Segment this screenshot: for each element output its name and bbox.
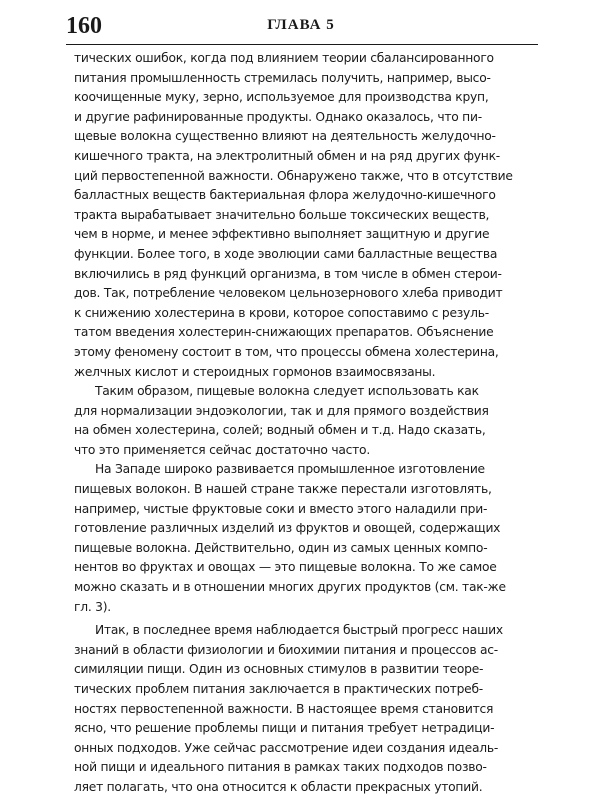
text-line: онных подходов. Уже сейчас рассмотрение идеи создания идеаль-	[74, 740, 499, 755]
text-line: для нормализации эндоэкологии, так и для прямого воздействия	[74, 403, 489, 418]
text-line: нентов во фруктах и овощах — это пищевые волокна. То же самое	[74, 560, 497, 575]
paragraph	[74, 460, 539, 617]
text-line: к снижению холестерина в крови, которое сопоставимо с резуль-	[74, 305, 489, 320]
paragraph	[74, 621, 539, 797]
text-line: готовление различных изделий из фруктов и овощей, содержащих	[74, 521, 501, 536]
text-line: ной пищи и идеального питания в рамках таких подходов позво-	[74, 760, 487, 775]
text-line: ций первостепенной важности. Обнаружено также, что в отсутствие	[74, 168, 513, 183]
text-line: ясно, что решение проблемы пищи и питания требует нетрадици-	[74, 721, 495, 736]
text-line: ляет полагать, что она относится к области прекрасных утопий.	[74, 779, 483, 794]
text-line: этому феномену состоит в том, что процессы обмена холестерина,	[74, 344, 499, 359]
paragraph	[74, 49, 539, 382]
text-line: дов. Так, потребление человеком цельнозернового хлеба приводит	[74, 286, 503, 301]
text-line: что это применяется сейчас достаточно часто.	[74, 442, 370, 457]
text-line: включились в ряд функций организма, в том числе в обмен стерои-	[74, 266, 502, 281]
chapter-running-head: ГЛАВА 5	[267, 17, 335, 33]
text-line: пищевые волокна. Действительно, один из самых ценных компо-	[74, 540, 488, 555]
paragraph	[74, 382, 539, 460]
text-line: знаний в области физиологии и биохимии питания и процессов ас-	[74, 642, 498, 657]
text-line: пищевых волокон. В нашей стране также перестали изготовлять,	[74, 482, 492, 497]
text-line: симиляции пищи. Один из основных стимулов в развитии теоре-	[74, 662, 484, 677]
text-line: тических проблем питания заключается в практических потреб-	[74, 682, 483, 696]
text-line: например, чистые фруктовые соки и вместо этого наладили при-	[74, 501, 488, 516]
text-line: балластных веществ бактериальная флора желудочно-кишечного	[74, 188, 496, 203]
text-line: щевые волокна существенно влияют на деятельность желудочно-	[74, 129, 496, 144]
text-line: ностях первостепенной важности. В настоящее время становится	[74, 701, 494, 716]
text-line: тических ошибок, когда под влиянием теории сбалансированного	[74, 51, 494, 65]
text-line: желчных кислот и стероидных гормонов взаимосвязаны.	[74, 364, 436, 379]
text-line: татом введения холестерин-снижающих препаратов. Объяснение	[74, 325, 494, 340]
text-line: можно сказать и в отношении многих других продуктов (см. так-же	[74, 580, 506, 595]
text-line: на обмен холестерина, солей; водный обмен и т.д. Надо сказать,	[74, 423, 486, 438]
text-line: тракта вырабатывает значительно больше токсических веществ,	[74, 207, 490, 222]
text-line: питания промышленность стремилась получить, например, высо-	[74, 70, 491, 85]
text-line: чем в норме, и менее эффективно выполняет защитную и другие	[74, 227, 490, 242]
text-line: функции. Более того, в ходе эволюции сами балластные вещества	[74, 246, 498, 261]
text-line: коочищенные муку, зерно, используемое для производства круп,	[74, 90, 489, 105]
page-header	[66, 11, 538, 41]
header-rule	[66, 44, 538, 45]
text-line: Итак, в последнее время наблюдается быстрый прогресс наших	[95, 623, 503, 638]
page-number: 160	[66, 13, 102, 39]
text-line: На Западе широко развивается промышленное изготовление	[95, 462, 485, 477]
text-line: гл. 3).	[74, 599, 111, 614]
text-line: Таким образом, пищевые волокна следует использовать как	[95, 384, 479, 399]
body-text	[74, 49, 539, 798]
text-line: кишечного тракта, на электролитный обмен и на ряд других функ-	[74, 148, 500, 163]
text-line: и другие рафинированные продукты. Однако оказалось, что пи-	[74, 109, 482, 124]
